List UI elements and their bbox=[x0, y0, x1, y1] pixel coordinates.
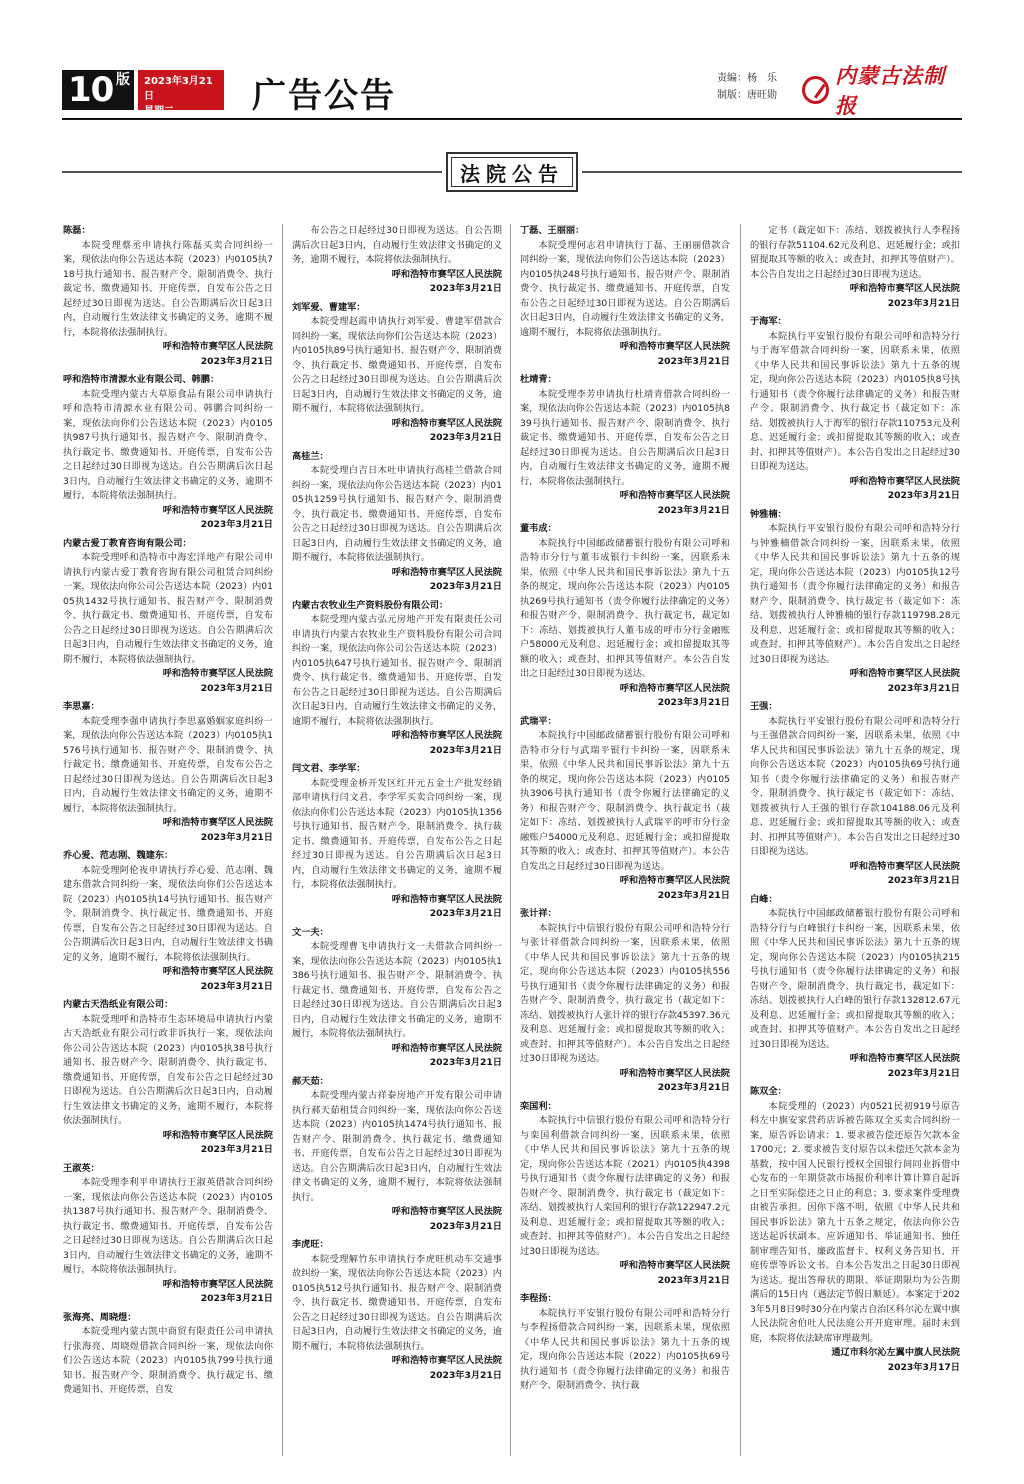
court-notice bbox=[750, 1085, 960, 1375]
court-notice bbox=[63, 1162, 273, 1307]
court-notice bbox=[292, 301, 502, 446]
notice-addressee: 闫文君、李学军： bbox=[292, 763, 366, 774]
notice-body: 本院执行平安银行股份有限公司呼和浩特分行与于海军借款合同纠纷一案，因联系未果，依照《中华人民共和国民事诉讼法》第九十五条的规定，现向你公告送达本院（2023）内0105执8号执行通知书（责令你履行法律确定的义务）和报告财产令、限制消费令、执行裁定书（裁定如下：冻结、划拨被执行人于海军的银行存款110753元及利息、迟延履行金；或扣留提取其等额的收入；或查封、扣押其等值财产）。本公告自发出之日起经过30日即视为送达。 bbox=[750, 330, 960, 472]
newspaper-name: 内蒙古法制报 bbox=[835, 63, 946, 118]
notice-court-signature: 呼和浩特市赛罕区人民法院 bbox=[849, 668, 960, 679]
court-notice bbox=[63, 700, 273, 845]
court-notice bbox=[63, 998, 273, 1158]
notice-addressee: 栾国利： bbox=[520, 1100, 557, 1112]
notice-addressee: 张计祥： bbox=[520, 908, 557, 919]
page-unit: 版 bbox=[116, 72, 130, 88]
masthead bbox=[62, 64, 962, 116]
notice-addressee: 陈磊： bbox=[63, 225, 91, 236]
notice-date: 2023年3月21日 bbox=[200, 1293, 273, 1304]
notice-court-signature: 呼和浩特市赛罕区人民法院 bbox=[619, 490, 730, 501]
notice-body: 定书（裁定如下：冻结、划拨被执行人李程扬的银行存款51104.62元及利息、迟延履行金；或扣留提取其等额的收入；或查封、扣押其等值财产）。本公告自发出之日起经过30日即视为送达。 bbox=[750, 225, 960, 280]
notice-date: 2023年3月21日 bbox=[657, 1274, 730, 1286]
notice-date: 2023年3月21日 bbox=[657, 355, 730, 367]
notice-body: 本院执行中国邮政储蓄银行股份有限公司呼和浩特分行与白峰银行卡纠纷一案，因联系未果，依照《中华人民共和国民事诉讼法》第九十五条的规定，现向你公告送达本院（2023）内0105执215号执行通知书（责令你履行法律确定的义务）和报告财产令、限制消费令、执行裁定书，裁定如下：冻结、划拨被执行人白峰的银行存款132812.67元及利息、迟延履行金；或扣留提取其等额的收入；或查封、扣押其等值财产。本公告自发出之日起经过30日即视为送达。 bbox=[750, 908, 960, 1050]
notice-addressee: 丁磊、王丽丽： bbox=[520, 225, 585, 236]
court-notice bbox=[292, 1075, 502, 1235]
court-notice bbox=[63, 224, 273, 369]
notice-body: 布公告之日起经过30日即视为送达。自公告期满后次日起3日内，自动履行生效法律文书确定的义务，逾期不履行，本院将依法强制执行。 bbox=[292, 225, 502, 265]
notice-date: 2023年3月21日 bbox=[657, 889, 730, 901]
column-divider bbox=[740, 224, 741, 1456]
notice-addressee: 内蒙古爱丁教育咨询有限公司： bbox=[63, 537, 192, 549]
notice-court-signature: 呼和浩特市赛罕区人民法院 bbox=[619, 1067, 730, 1079]
court-notice bbox=[292, 599, 502, 759]
court-notice bbox=[520, 715, 730, 904]
notice-body: 本院受理内蒙古大草原食品有限公司申请执行呼和浩特市清源水业有限公司、韩鹏合同纠纷一案，现依法向你们公告送达本院（2023）内0105执987号执行通知书、报告财产令、限制消费令、执行裁定书、缴费通知书、开庭传票，自发布公告之日起经过30日即视为送达。自公告期满后次日起3日内，自动履行生效法律文书确定的义务，逾期不履行，本院将依法强制执行。 bbox=[63, 388, 273, 501]
notice-body: 本院受理解竹东申请执行李虎旺机动车交通事故纠纷一案，现依法向你公告送达本院（2023）内0105执512号执行通知书、报告财产令、限制消费令、执行裁定书、缴费通知书、开庭传票，自发布公告之日起经过30日即视为送达。自公告期满后次日起3日内，自动履行生效法律文书确定的义务，逾期不履行，本院将依法强制执行。 bbox=[292, 1253, 502, 1352]
notice-date: 2023年3月21日 bbox=[429, 283, 502, 294]
notice-court-signature: 呼和浩特市赛罕区人民法院 bbox=[391, 1206, 502, 1217]
page-number: 10 bbox=[68, 70, 114, 110]
notice-court-signature: 呼和浩特市赛罕区人民法院 bbox=[391, 1042, 502, 1054]
notice-date: 2023年3月21日 bbox=[200, 682, 273, 694]
notice-court-signature: 通辽市科尔沁左翼中旗人民法院 bbox=[831, 1347, 960, 1358]
notice-addressee: 陈双全： bbox=[750, 1086, 787, 1097]
notice-addressee: 白峰： bbox=[750, 893, 778, 905]
issue-date-box bbox=[138, 70, 224, 117]
column-1 bbox=[63, 224, 273, 1464]
notice-addressee: 乔心爱、范志刚、魏建东： bbox=[63, 850, 174, 861]
notice-court-signature: 呼和浩特市赛罕区人民法院 bbox=[162, 668, 273, 679]
notice-addressee: 郝天茹： bbox=[292, 1075, 329, 1087]
column-2 bbox=[292, 224, 502, 1464]
banner-title: 法院公告 bbox=[451, 157, 573, 187]
court-notice bbox=[292, 926, 502, 1071]
notice-date: 2023年3月21日 bbox=[887, 490, 960, 501]
court-notice bbox=[63, 373, 273, 533]
notice-court-signature: 呼和浩特市赛罕区人民法院 bbox=[619, 682, 730, 694]
court-notice bbox=[750, 893, 960, 1082]
notice-body: 本院执行平安银行股份有限公司呼和浩特分行与李程扬借款合同纠纷一案，因联系未果，现依照《中华人民共和国民事诉讼法》第九十五条的规定，现向你公告送达本院（2022）内0105执69号执行通知书（责令你履行法律确定的义务）和报告财产令、限制消费令、执行裁 bbox=[520, 1307, 730, 1391]
notice-body: 本院执行中信银行股份有限公司呼和浩特分行与张计祥借款合同纠纷一案，因联系未果，依照《中华人民共和国民事诉讼法》第九十五条的规定，现向你公告送达本院（2023）内0105执556号执行通知书（责令你履行法律确定的义务）和报告财产令、限制消费令、执行裁定书（裁定如下：冻结、划拨被执行人张计祥的银行存款45397.36元及利息、迟延履行金；或扣留提取其等额的收入；或查封、扣押其等值财产）。本公告自发出之日起经过30日即视为送达。 bbox=[520, 922, 730, 1064]
court-notice bbox=[292, 224, 502, 297]
court-notice bbox=[292, 762, 502, 922]
notice-addressee: 王淑英： bbox=[63, 1162, 100, 1174]
notice-court-signature: 呼和浩特市赛罕区人民法院 bbox=[391, 893, 502, 905]
notice-date: 2023年3月21日 bbox=[429, 744, 502, 756]
notice-date: 2023年3月21日 bbox=[200, 519, 273, 530]
notice-date: 2023年3月21日 bbox=[657, 1082, 730, 1093]
notice-addressee: 李程扬： bbox=[520, 1293, 557, 1304]
notice-court-signature: 呼和浩特市赛罕区人民法院 bbox=[849, 283, 960, 294]
notice-court-signature: 呼和浩特市赛罕区人民法院 bbox=[391, 566, 502, 578]
notice-body: 本院受理李利平申请执行王淑英借款合同纠纷一案，现依法向你公告送达本院（2023）内0105执1387号执行通知书、报告财产令、限制消费令、执行裁定书、缴费通知书、开庭传票，自发布公告之日起经过30日即视为送达。自公告期满后次日起3日内，自动履行生效法律文书确定的义务，逾期不履行，本院将依法强制执行。 bbox=[63, 1177, 273, 1275]
notice-court-signature: 呼和浩特市赛罕区人民法院 bbox=[162, 817, 273, 828]
notice-date: 2023年3月21日 bbox=[657, 697, 730, 708]
court-notice bbox=[520, 1100, 730, 1289]
notice-addressee: 于海军： bbox=[750, 316, 787, 327]
court-notice bbox=[750, 508, 960, 697]
notice-court-signature: 呼和浩特市赛罕区人民法院 bbox=[162, 966, 273, 977]
notice-court-signature: 呼和浩特市赛罕区人民法院 bbox=[162, 504, 273, 516]
newspaper-logo bbox=[802, 63, 962, 118]
notice-addressee: 高桂兰： bbox=[292, 450, 329, 462]
notice-addressee: 李虎旺： bbox=[292, 1239, 329, 1250]
notice-body: 本院执行中国邮政储蓄银行股份有限公司呼和浩特市分行与董韦成银行卡纠纷一案，因联系未果，依照《中华人民共和国民事诉讼法》第九十五条的规定，现向你公告送达本院（2023）内0105执269号执行通知书（责令你履行法律确定的义务）和报告财产令、限制消费令、执行裁定书，裁定如下：冻结、划拨被执行人董韦成的呼市分行金融账户58000元及利息、迟延履行金；或扣留提取其等额的收入；或查封、扣押其等值财产。本公告自发出之日起经过30日即视为送达。 bbox=[520, 537, 730, 679]
editor-name: 责编：杨 乐 bbox=[717, 73, 777, 84]
notice-court-signature: 呼和浩特市赛罕区人民法院 bbox=[619, 1260, 730, 1271]
notice-court-signature: 呼和浩特市赛罕区人民法院 bbox=[849, 1053, 960, 1064]
layout-editor-name: 制版：唐旺勋 bbox=[717, 90, 777, 101]
notice-addressee: 呼和浩特市清源水业有限公司、韩鹏： bbox=[63, 374, 220, 385]
section-title: 广告公告 bbox=[252, 76, 396, 116]
court-notice bbox=[520, 224, 730, 369]
banner-rule-right bbox=[582, 171, 962, 173]
notice-date: 2023年3月21日 bbox=[429, 1369, 502, 1381]
court-notice bbox=[750, 700, 960, 889]
notice-date: 2023年3月21日 bbox=[887, 297, 960, 309]
notice-court-signature: 呼和浩特市赛罕区人民法院 bbox=[619, 341, 730, 352]
court-notice bbox=[520, 522, 730, 711]
notice-body: 本院执行中信银行股份有限公司呼和浩特分行与栾国利借款合同纠纷一案，因联系未果，依照《中华人民共和国民事诉讼法》第九十五条的规定，现向你公告送达本院（2021）内0105执4398号执行通知书（责令你履行法律确定的义务）和报告财产令、限制消费令、执行裁定书（裁定如下：冻结、划拨被执行人栾国利的银行存款122947.2元及利息、迟延履行金；或扣留提取其等额的收入；或查封、扣押其等值财产）。本公告自发出之日起经过30日即视为送达。 bbox=[520, 1115, 730, 1257]
section-banner bbox=[62, 152, 962, 192]
notice-court-signature: 呼和浩特市赛罕区人民法院 bbox=[849, 860, 960, 872]
notice-body: 本院受理曹飞申请执行文一夫借款合同纠纷一案，现依法向你公告送达本院（2023）内0105执1386号执行通知书、报告财产令、限制消费令、执行裁定书、缴费通知书、开庭传票，自发布公告之日起经过30日即视为送达。自公告期满后次日起3日内，自动履行生效法律文书确定的义务，逾期不履行，本院将依法强制执行。 bbox=[292, 941, 502, 1039]
notice-body: 本院受理赵霞申请执行刘军爱、曹建军借款合同纠纷一案，现依法向你们公告送达本院（2023）内0105执89号执行通知书、报告财产令、限制消费令、执行裁定书、缴费通知书、开庭传票，自发布公告之日起经过30日即视为送达。自公告期满后次日起3日内，自动履行生效法律文书确定的义务，逾期不履行，本院将依法强制执行。 bbox=[292, 316, 502, 414]
notice-addressee: 董韦成： bbox=[520, 523, 557, 534]
notice-body: 本院受理阿伦夜申请执行乔心爱、范志刚、魏建东借款合同纠纷一案，现依法向你们公告送达本院（2023）内0105执14号执行通知书、报告财产令、限制消费令、执行裁定书、缴费通知书、开庭传票，自发布公告之日起经过30日即视为送达。自公告期满后次日起3日内，自动履行生效法律文书确定的义务，逾期不履行，本院将依法强制执行。 bbox=[63, 864, 273, 963]
notice-body: 本院受理内蒙古祥泰房地产开发有限公司申请执行郝天茹租赁合同纠纷一案，现依法向你公告送达本院（2023）内0105执1474号执行通知书、报告财产令、限制消费令、执行裁定书、缴费通知书、开庭传票，自发布公告之日起经过30日即视为送达。自公告期满后次日起3日内，自动履行生效法律文书确定的义务，逾期不履行，本院将依法强制执行。 bbox=[292, 1090, 502, 1203]
editor-credits bbox=[717, 70, 777, 104]
notice-body: 本院受理呼和浩特市中海宏洋地产有限公司申请执行内蒙古爱丁教育咨询有限公司租赁合同纠纷一案，现依法向你公司公告送达本院（2023）内0105执1432号执行通知书、报告财产令、限制消费令、执行裁定书、缴费通知书、开庭传票，自发布公告之日起经过30日即视为送达。自公告期满后次日起3日内，自动履行生效法律文书确定的义务，逾期不履行，本院将依法强制执行。 bbox=[63, 552, 273, 665]
notice-court-signature: 呼和浩特市赛罕区人民法院 bbox=[391, 417, 502, 429]
court-notice bbox=[520, 373, 730, 518]
notice-body: 本院受理李芳申请执行杜靖青借款合同纠纷一案，现依法向你公告送达本院（2023）内0105执839号执行通知书、报告财产令、限制消费令、执行裁定书、缴费通知书、开庭传票，自发布公告之日起经过30日即视为送达。自公告期满后次日起3日内，自动履行生效法律文书确定的义务，逾期不履行，本院将依法强制执行。 bbox=[520, 388, 730, 487]
notice-body: 本院受理呼和浩特市生态环境局申请执行内蒙古天浩纸业有限公司行政非诉执行一案，现依法向你公司公告送达本院（2023）内0105执38号执行通知书、报告财产令、限制消费令、执行裁定书、缴费通知书、开庭传票，自发布公告之日起经过30日即视为送达。自公告期满后次日起3日内，自动履行生效法律文书确定的义务，逾期不履行，本院将依法强制执行。 bbox=[63, 1013, 273, 1126]
notice-body: 本院受理内蒙古凯中商贸有限责任公司申请执行张海亮、周晓煜借款合同纠纷一案，现依法向你们公告送达本院（2023）内0105执799号执行通知书、报告财产令、限制消费令、执行裁定书、缴费通知书、开庭传票，自发 bbox=[63, 1326, 273, 1395]
notice-court-signature: 呼和浩特市赛罕区人民法院 bbox=[391, 268, 502, 280]
newspaper-emblem-icon bbox=[802, 76, 829, 104]
notice-body: 本院执行平安银行股份有限公司呼和浩特分行与王强借款合同纠纷一案，因联系未果，依照《中华人民共和国民事诉讼法》第九十五条的规定，现向你公告送达本院（2023）内0105执69号执行通知书（责令你履行法律确定的义务）和报告财产令、限制消费令、执行裁定书（裁定如下：冻结、划拨被执行人王强的银行存款104188.06元及利息、迟延履行金；或扣留提取其等额的收入；或查封、扣押其等值财产）。本公告自发出之日起经过30日即视为送达。 bbox=[750, 715, 960, 857]
notice-body: 本院执行中国邮政储蓄银行股份有限公司呼和浩特市分行与武瑞平银行卡纠纷一案，因联系未果，依照《中华人民共和国民事诉讼法》第九十五条的规定，现向你公告送达本院（2023）内0105执3906号执行通知书（责令你履行法律确定的义务）和报告财产令、限制消费令、执行裁定书（裁定如下：冻结、划拨被执行人武瑞平的呼市分行金融账户54000元及利息、迟延履行金；或扣留提取其等额的收入；或查封、扣押其等值财产）。本公告自发出之日起经过30日即视为送达。 bbox=[520, 730, 730, 872]
notice-court-signature: 呼和浩特市赛罕区人民法院 bbox=[162, 1129, 273, 1141]
court-notice bbox=[63, 1311, 273, 1398]
notice-addressee: 刘军爱、曹建军： bbox=[292, 301, 366, 313]
notice-date: 2023年3月21日 bbox=[429, 1057, 502, 1068]
notice-addressee: 杜靖青： bbox=[520, 374, 557, 385]
notice-court-signature: 呼和浩特市赛罕区人民法院 bbox=[391, 730, 502, 741]
notice-addressee: 李思嘉： bbox=[63, 701, 100, 712]
notice-date: 2023年3月17日 bbox=[887, 1361, 960, 1373]
banner-rule-left bbox=[62, 171, 442, 173]
notice-body: 本院受理何志君申请执行丁磊、王丽丽借款合同纠纷一案，现依法向你们公告送达本院（2023）内0105执248号执行通知书、报告财产令、限制消费令、执行裁定书、缴费通知书、开庭传票，自发布公告之日起经过30日即视为送达。自公告期满后次日起3日内，自动履行生效法律文书确定的义务，逾期不履行，本院将依法强制执行。 bbox=[520, 239, 730, 338]
notice-body: 本院受理的（2023）内0521民初919号原告科左中旗安家营药店诉被告陈双全买卖合同纠纷一案，原告诉讼请求：1. 要求被告偿还原告欠款本金1700元；2. 要求被告支付原告以未偿还欠款本金为基数，按中国人民银行授权全国银行间同业拆借中心发布的一年期贷款市场报价利率计算计算自起诉之日至实际偿还之日止的利息；3. 要求案件受理费由被告承担。因你下落不明，依照《中华人民共和国民事诉讼法》第九十五条之规定，依法向你公告送达起诉状副本、应诉通知书、举证通知书、独任制审理告知书、廉政监督卡、权利义务告知书、开庭传票等诉讼文书。自本公告发出之日起30日即视为送达。提出答辩状的期限、举证期限均为公告期满后的15日内（遇法定节假日顺延）。本案定于2023年5月8日9时30分在内蒙古自治区科尔沁左翼中旗人民法院舍伯吐人民法庭公开开庭审理。届时未到庭，本院将依法缺席审理裁判。 bbox=[750, 1100, 960, 1344]
notice-addressee: 内蒙古农牧业生产资料股份有限公司： bbox=[292, 599, 449, 611]
column-divider bbox=[510, 224, 511, 1456]
notice-body: 本院执行平安银行股份有限公司呼和浩特分行与钟雅楠借款合同纠纷一案，因联系未果，依照《中华人民共和国民事诉讼法》第九十五条的规定，现向你公告送达本院（2023）内0105执12号执行通知书（责令你履行法律确定的义务）和报告财产令、限制消费令、执行裁定书（裁定如下：冻结、划拨被执行人钟雅楠的银行存款119798.28元及利息、迟延履行金；或扣留提取其等额的收入；或查封、扣押其等值财产）。本公告自发出之日起经过30日即视为送达。 bbox=[750, 523, 960, 665]
court-notice bbox=[750, 224, 960, 311]
notice-date: 2023年3月21日 bbox=[429, 432, 502, 443]
notice-body: 本院受理李强申请执行李思嘉婚姻家庭纠纷一案，现依法向你公告送达本院（2023）内0105执1576号执行通知书、报告财产令、限制消费令、执行裁定书、缴费通知书、开庭传票，自发布公告之日起经过30日即视为送达。自公告期满后次日起3日内，自动履行生效法律文书确定的义务，逾期不履行，本院将依法强制执行。 bbox=[63, 715, 273, 814]
notice-addressee: 文一夫： bbox=[292, 926, 329, 938]
notice-body: 本院受理金桥开发区红开元五金土产批发经销部申请执行闫文君、李学军买卖合同纠纷一案，现依法向你们公告送达本院（2023）内0105执1356号执行通知书、报告财产令、限制消费令、执行裁定书、缴费通知书、开庭传票，自发布公告之日起经过30日即视为送达。自公告期满后次日起3日内，自动履行生效法律文书确定的义务，逾期不履行，本院将依法强制执行。 bbox=[292, 777, 502, 890]
notice-body: 本院受理白吉日木吐申请执行高桂兰借款合同纠纷一案，现依法向你公告送达本院（2023）内0105执1259号执行通知书、报告财产令、限制消费令、执行裁定书、缴费通知书、开庭传票，自发布公告之日起经过30日即视为送达。自公告期满后次日起3日内，自动履行生效法律文书确定的义务，逾期不履行，本院将依法强制执行。 bbox=[292, 465, 502, 563]
issue-weekday: 星期二 bbox=[144, 106, 174, 117]
page-number-badge bbox=[62, 70, 134, 110]
issue-date: 2023年3月21日 bbox=[144, 76, 213, 102]
column-4 bbox=[750, 224, 960, 1464]
notice-date: 2023年3月21日 bbox=[200, 831, 273, 843]
court-notice bbox=[520, 907, 730, 1096]
court-notice bbox=[63, 849, 273, 994]
notice-court-signature: 呼和浩特市赛罕区人民法院 bbox=[849, 475, 960, 487]
notice-court-signature: 呼和浩特市赛罕区人民法院 bbox=[162, 1278, 273, 1290]
court-notice bbox=[292, 450, 502, 595]
notice-date: 2023年3月21日 bbox=[887, 1067, 960, 1079]
notice-addressee: 王强： bbox=[750, 701, 778, 712]
notice-body: 本院受理内蒙古弘元房地产开发有限责任公司申请执行内蒙古农牧业生产资料股份有限公司合同纠纷一案，现依法向你公司公告送达本院（2023）内0105执647号执行通知书、报告财产令、限制消费令、执行裁定书、缴费通知书、开庭传票，自发布公告之日起经过30日即视为送达。自公告期满后次日起3日内，自动履行生效法律文书确定的义务，逾期不履行，本院将依法强制执行。 bbox=[292, 614, 502, 727]
notice-date: 2023年3月21日 bbox=[200, 355, 273, 367]
column-divider bbox=[282, 224, 283, 1456]
court-notice bbox=[520, 1292, 730, 1394]
notice-addressee: 武瑞平： bbox=[520, 715, 557, 727]
notice-date: 2023年3月21日 bbox=[429, 1220, 502, 1232]
court-notice bbox=[63, 537, 273, 697]
notice-date: 2023年3月21日 bbox=[200, 1144, 273, 1155]
notice-addressee: 内蒙古天浩纸业有限公司： bbox=[63, 999, 174, 1010]
notice-addressee: 钟雅楠： bbox=[750, 508, 787, 520]
notice-date: 2023年3月21日 bbox=[200, 980, 273, 992]
court-notice bbox=[292, 1238, 502, 1383]
banner-box bbox=[446, 152, 578, 192]
court-notice bbox=[750, 315, 960, 504]
notice-addressee: 张海亮、周晓煜： bbox=[63, 1311, 137, 1323]
notice-date: 2023年3月21日 bbox=[887, 875, 960, 886]
column-3 bbox=[520, 224, 730, 1464]
notice-date: 2023年3月21日 bbox=[429, 581, 502, 592]
notice-court-signature: 呼和浩特市赛罕区人民法院 bbox=[619, 875, 730, 886]
notice-date: 2023年3月21日 bbox=[657, 504, 730, 516]
notice-court-signature: 呼和浩特市赛罕区人民法院 bbox=[391, 1355, 502, 1366]
notice-date: 2023年3月21日 bbox=[429, 908, 502, 919]
header-rule bbox=[62, 118, 962, 120]
notice-court-signature: 呼和浩特市赛罕区人民法院 bbox=[162, 341, 273, 352]
notice-body: 本院受理蔡丞申请执行陈磊买卖合同纠纷一案，现依法向你公告送达本院（2023）内0105执718号执行通知书、报告财产令、限制消费令、执行裁定书、缴费通知书、开庭传票，自发布公告之日起经过30日即视为送达。自公告期满后次日起3日内，自动履行生效法律文书确定的义务，逾期不履行，本院将依法强制执行。 bbox=[63, 239, 273, 338]
notice-date: 2023年3月21日 bbox=[887, 682, 960, 694]
